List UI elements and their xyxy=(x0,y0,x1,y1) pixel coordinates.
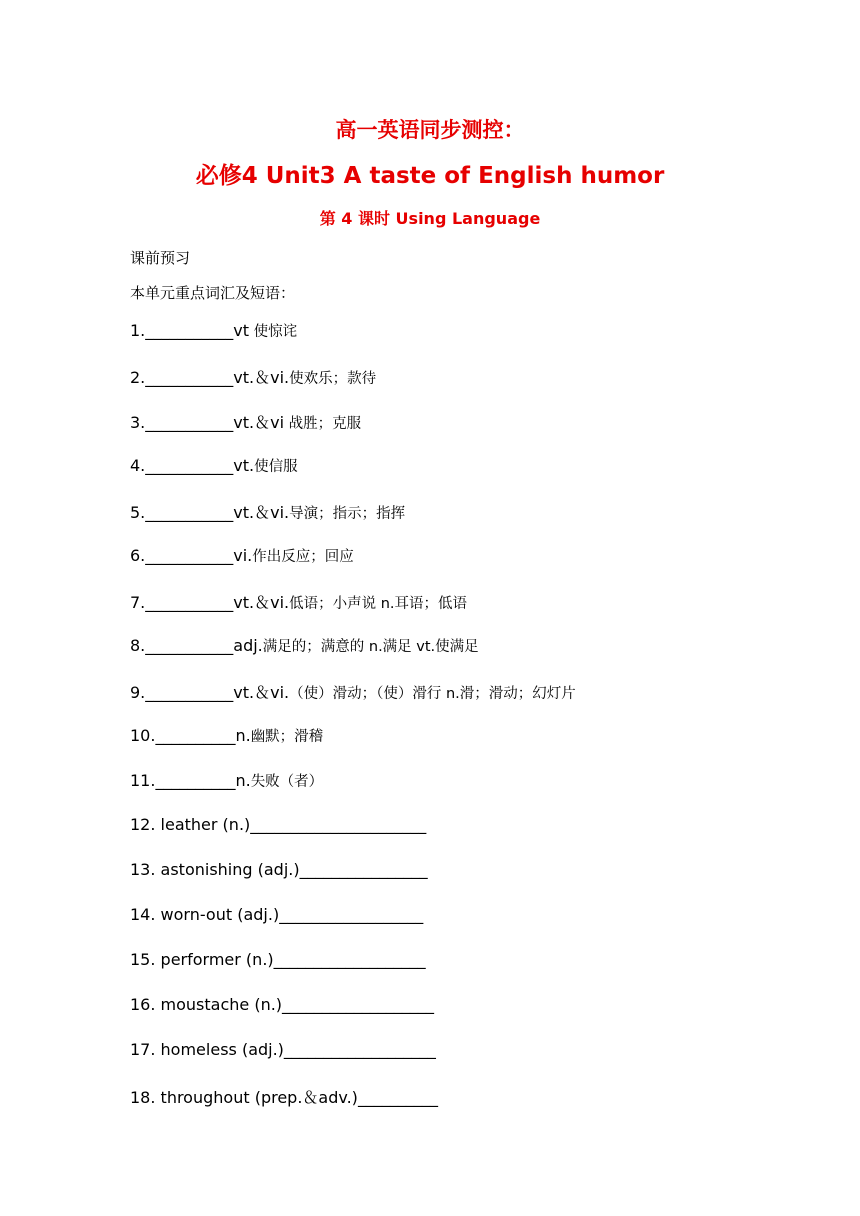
vocab-item: 15. performer (n.)___________________ xyxy=(130,950,426,969)
vocab-item: 6.___________vi.作出反应；回应 xyxy=(130,546,354,565)
answer-blank: ___________ xyxy=(145,546,234,565)
vocab-item: 2.___________vt.＆vi.使欢乐；款待 xyxy=(130,368,377,387)
vocab-item: 16. moustache (n.)___________________ xyxy=(130,995,435,1014)
answer-blank: ___________________ xyxy=(283,1040,436,1059)
answer-blank: ___________ xyxy=(145,593,234,612)
document-title: 高一英语同步测控： xyxy=(335,118,525,142)
vocab-item: 4.___________vt.使信服 xyxy=(130,456,298,475)
section-heading: 课前预习 xyxy=(130,249,191,267)
intro-text: 本单元重点词汇及短语： xyxy=(130,284,296,302)
answer-blank: ________________ xyxy=(299,860,428,879)
vocab-item: 1.___________vt 使惊诧 xyxy=(130,321,298,340)
vocab-item: 9.___________vt.＆vi.（使）滑动；（使）滑行 n.滑；滑动；幻灯片 xyxy=(130,683,576,702)
answer-blank: __________ xyxy=(155,726,236,745)
answer-blank: __________ xyxy=(155,771,236,790)
vocab-item: 12. leather (n.)______________________ xyxy=(130,815,427,834)
vocab-item: 3.___________vt.＆vi 战胜；克服 xyxy=(130,413,362,432)
lesson-title: 第 4 课时 Using Language xyxy=(319,209,541,228)
answer-blank: ___________________ xyxy=(273,950,426,969)
answer-blank: ___________ xyxy=(145,683,234,702)
vocab-item: 11.__________n.失败（者） xyxy=(130,771,324,790)
answer-blank: ___________ xyxy=(145,636,234,655)
answer-blank: ___________ xyxy=(145,321,234,340)
answer-blank: __________________ xyxy=(279,905,424,924)
answer-blank: ___________________ xyxy=(282,995,435,1014)
answer-blank: ______________________ xyxy=(250,815,427,834)
answer-blank: ___________ xyxy=(145,413,234,432)
answer-blank: ___________ xyxy=(145,456,234,475)
vocab-item: 8.___________adj.满足的；满意的 n.满足 vt.使满足 xyxy=(130,636,479,655)
answer-blank: ___________ xyxy=(145,503,234,522)
answer-blank: ___________ xyxy=(145,368,234,387)
document-subtitle: 必修4 Unit3 A taste of English humor xyxy=(195,163,665,189)
vocab-item: 17. homeless (adj.)___________________ xyxy=(130,1040,436,1059)
vocab-item: 5.___________vt.＆vi.导演；指示；指挥 xyxy=(130,503,406,522)
vocab-item: 14. worn-out (adj.)__________________ xyxy=(130,905,424,924)
vocab-item: 10.__________n.幽默；滑稽 xyxy=(130,726,324,745)
vocab-item: 7.___________vt.＆vi.低语；小声说 n.耳语；低语 xyxy=(130,593,468,612)
vocab-item: 18. throughout (prep.＆adv.)__________ xyxy=(130,1088,438,1107)
vocab-item: 13. astonishing (adj.)________________ xyxy=(130,860,428,879)
answer-blank: __________ xyxy=(357,1088,438,1107)
